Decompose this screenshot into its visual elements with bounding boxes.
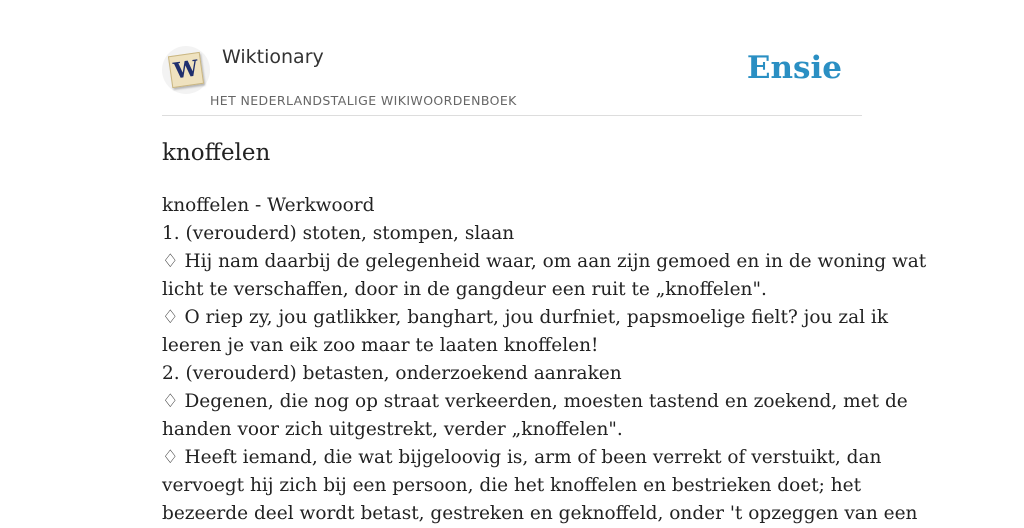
wiktionary-logo[interactable] bbox=[162, 46, 210, 94]
example-line: vervoegt hij zich bij een persoon, die het knoffelen en bestrieken doet; het bbox=[162, 475, 862, 496]
example-line: handen voor zich uitgestrekt, verder „knoffelen". bbox=[162, 419, 623, 440]
example-line: ♢ O riep zy, jou gatlikker, banghart, jou durfniet, papsmoelige fielt? jou zal ik bbox=[162, 307, 889, 328]
example-line: ♢ Degenen, die nog op straat verkeerden, moesten tastend en zoekend, met de bbox=[162, 391, 908, 412]
site-name[interactable]: Wiktionary bbox=[222, 46, 324, 68]
definition-2: 2. (verouderd) betasten, onderzoekend aanraken bbox=[162, 363, 622, 384]
definition-1: 1. (verouderd) stoten, stompen, slaan bbox=[162, 223, 515, 244]
example-line: ♢ Heeft iemand, die wat bijgeloovig is, arm of been verrekt of verstuikt, dan bbox=[162, 447, 882, 468]
page-title: knoffelen bbox=[162, 140, 271, 166]
ensie-brand-link[interactable]: Ensie bbox=[746, 50, 842, 86]
example-line: licht te verschaffen, door in de gangdeur een ruit te „knoffelen". bbox=[162, 279, 767, 300]
example-line: ♢ Hij nam daarbij de gelegenheid waar, om aan zijn gemoed en in de woning wat bbox=[162, 251, 927, 272]
definition-content bbox=[162, 192, 927, 528]
site-tagline: HET NEDERLANDSTALIGE WIKIWOORDENBOEK bbox=[210, 93, 517, 108]
logo-tile-icon: W bbox=[168, 52, 204, 88]
example-line: bezeerde deel wordt betast, gestreken en geknoffeld, onder 't opzeggen van een bbox=[162, 503, 918, 524]
example-line: leeren je van eik zoo maar te laaten knoffelen! bbox=[162, 335, 599, 356]
header-divider bbox=[162, 115, 862, 116]
word-class-line: knoffelen - Werkwoord bbox=[162, 195, 375, 216]
